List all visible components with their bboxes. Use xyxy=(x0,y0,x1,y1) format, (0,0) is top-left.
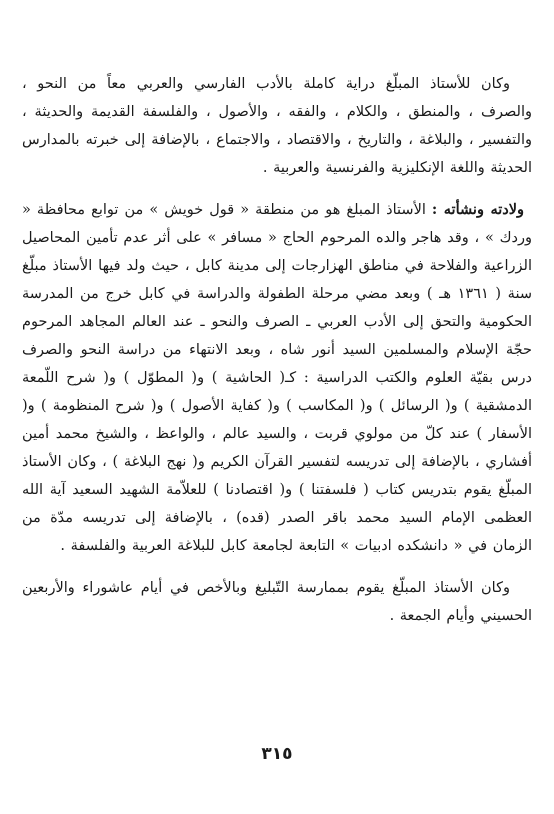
page-number: ٣١٥ xyxy=(261,744,293,764)
paragraph-birth-text: الأستاذ المبلغ هو من منطقة « قول خويش » من توابع محافظة « وردك » ، وقد هاجر والده المرحوم الحاج « مسافر » على أثر عدم تأمين المحاصيل الزراعية والفلاحة في مناطق الهزارجات إلى مدينة كابل ، حيث ولد فيها الأستاذ مبلّغ سنة ( ١٣٦١ هـ ) وبعد مضي مرحلة الطفولة والدراسة في كابل خرج من المدرسة الحكومية والتحق إلى الأدب العربي ـ الصرف والنحو ـ عند العالم المجاهد المرحوم حجّة الإسلام والمسلمين السيد أنور شاه ، وبعد الانتهاء من دراسة النحو والصرف درس بقيّة العلوم والكتب الدراسية : كـ( الحاشية ) و( المطوّل ) و( شرح اللّمعة الدمشقية ) و( الرسائل ) و( المكاسب ) و( كفاية الأصول ) و( شرح المنظومة ) و( الأسفار ) عند كلّ من مولوي قربت ، والسيد عالم ، والواعظ ، والشيخ محمد أمين أفشاري ، بالإضافة إلى تدريسه لتفسير القرآن الكريم و( نهج البلاغة ) ، وكان الأستاذ المبلّغ يقوم بتدريس كتاب ( فلسفتنا ) و( اقتصادنا ) للعلاّمة الشهيد السعيد آية الله العظمى الإمام السيد محمد باقر الصدر (قده) ، بالإضافة إلى تدريسه مدّة من الزمان في « دانشكده ادبيات » التابعة لجامعة كابل للبلاغة العربية والفلسفة . xyxy=(22,202,532,554)
paragraph-final: وكان الأستاذ المبلّغ يقوم بممارسة التّبليغ وبالأخص في أيام عاشوراء والأربعين الحسيني وأيام الجمعة . xyxy=(22,580,532,624)
paragraph-birth xyxy=(22,196,532,560)
birth-heading: ولادته ونشأته : xyxy=(431,201,524,218)
paragraph-intro: وكان للأستاذ المبلّغ دراية كاملة بالأدب الفارسي والعربي معاً من النحو ، والصرف ، والمنطق ، والكلام ، والفقه ، والأصول ، والفلسفة القديمة والحديثة ، والتفسير ، والبلاغة ، والتاريخ ، والاقتصاد ، والاجتماع ، بالإضافة إلى خبرته بالمدارس الحديثة واللغة الإنكليزية والفرنسية والعربية . xyxy=(22,76,532,176)
page-body xyxy=(22,70,532,774)
